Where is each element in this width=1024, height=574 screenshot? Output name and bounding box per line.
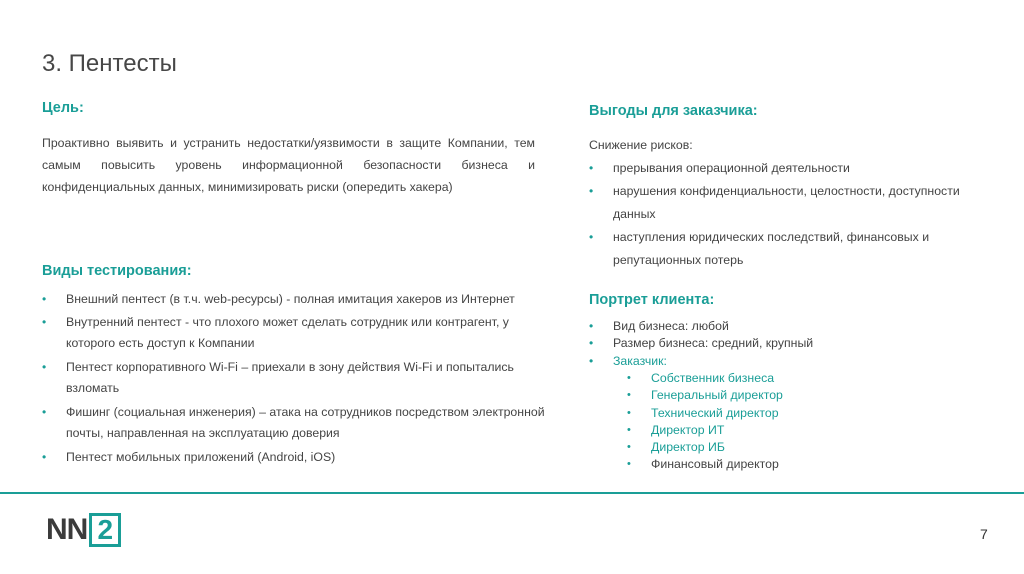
testing-types-list bbox=[42, 289, 552, 468]
company-logo bbox=[46, 508, 121, 552]
customers-list bbox=[627, 370, 927, 474]
list-item: • Технический директор bbox=[627, 405, 927, 422]
list-item: • Директор ИТ bbox=[627, 422, 927, 439]
client-heading: Портрет клиента: bbox=[589, 292, 715, 308]
list-item: • Пентест корпоративного Wi-Fi – приехали в зону действия Wi-Fi и попытались взломать bbox=[42, 357, 552, 399]
footer-divider bbox=[0, 492, 1024, 494]
client-list bbox=[589, 318, 989, 370]
goal-heading: Цель: bbox=[42, 100, 84, 116]
list-item: • Пентест мобильных приложений (Android, iOS) bbox=[42, 447, 552, 468]
benefits-heading: Выгоды для заказчика: bbox=[589, 103, 758, 119]
logo-box: 2 bbox=[89, 513, 121, 547]
list-item: • прерывания операционной деятельности bbox=[589, 157, 989, 180]
benefits-intro: Снижение рисков: bbox=[589, 138, 693, 152]
list-item: • Внутренний пентест - что плохого может сделать сотрудник или контрагент, у которого есть доступ к Компании bbox=[42, 312, 552, 354]
goal-text: Проактивно выявить и устранить недостатки/уязвимости в защите Компании, тем самым повысить уровень информационной безопасности бизнеса и конфиденциальных данных, минимизировать риски (опередить хакера) bbox=[42, 136, 535, 194]
list-item: • Финансовый директор bbox=[627, 456, 927, 473]
list-item: • Вид бизнеса: любой bbox=[589, 318, 989, 335]
list-item: • Собственник бизнеса bbox=[627, 370, 927, 387]
list-item: • Заказчик: bbox=[589, 353, 989, 370]
list-item: • Размер бизнеса: средний, крупный bbox=[589, 335, 989, 352]
list-item: • наступления юридических последствий, финансовых и репутационных потерь bbox=[589, 226, 943, 272]
page-number: 7 bbox=[980, 526, 988, 542]
list-item: • Внешний пентест (в т.ч. web-ресурсы) - полная имитация хакеров из Интернет bbox=[42, 289, 552, 309]
testing-types-heading: Виды тестирования: bbox=[42, 263, 192, 279]
list-item: • Директор ИБ bbox=[627, 439, 927, 456]
list-item: • нарушения конфиденциальности, целостности, доступности данных bbox=[589, 180, 989, 226]
benefits-list bbox=[589, 157, 989, 272]
logo-text: NN bbox=[46, 513, 88, 546]
list-item: • Генеральный директор bbox=[627, 387, 927, 404]
slide-title: 3. Пентесты bbox=[42, 50, 177, 77]
list-item: • Фишинг (социальная инженерия) – атака на сотрудников посредством электронной почты, направленная на эксплуатацию доверия bbox=[42, 402, 552, 444]
